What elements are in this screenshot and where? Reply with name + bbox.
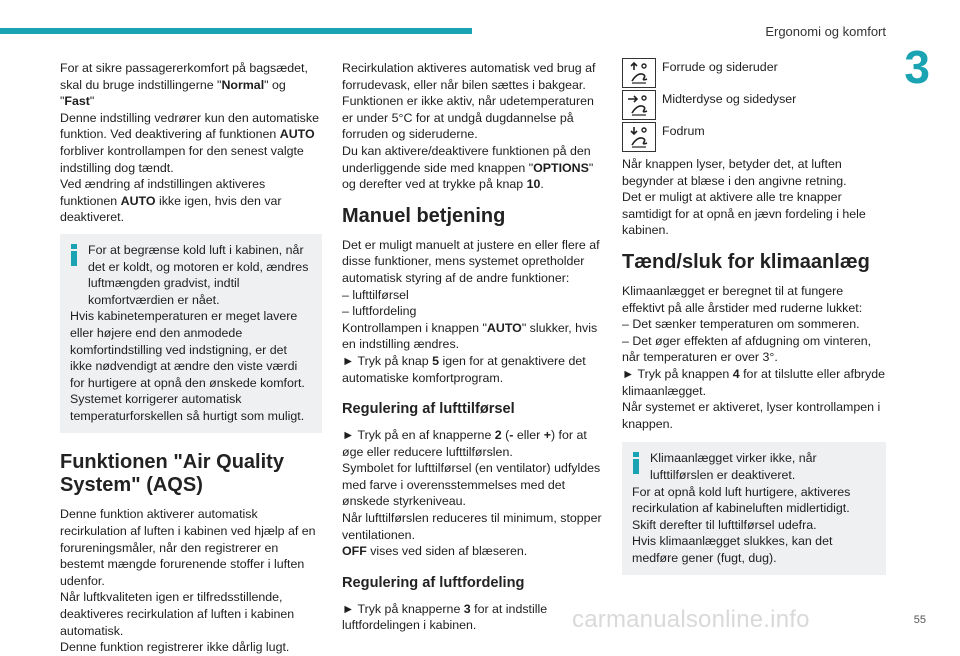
aqs-text: Denne funktion registrerer ikke dårlig lugt.	[60, 640, 290, 655]
manual-heading: Manuel betjening	[342, 204, 506, 227]
distribution-option	[622, 122, 886, 152]
info-text: Klimaanlægget virker ikke, når lufttilførslen er deaktiveret.	[650, 451, 817, 482]
air-supply-text: Når lufttilførslen reduceres til minimum, stopper ventilationen.	[342, 511, 602, 542]
aqs-heading: Funktionen "Air Quality System" (AQS)	[60, 451, 284, 497]
column-middle	[342, 60, 604, 634]
air-distribution-step: ► Tryk på knapperne 3 for at indstille luftfordelingen i kabinen.	[342, 601, 548, 633]
manual-text: Det er muligt manuelt at justere en eller flere af disse funktioner, mens systemet opretholder automatisk styring af de andre funktioner:	[342, 237, 600, 285]
chapter-number: 3	[904, 41, 930, 93]
section-title: Ergonomi og komfort	[765, 24, 886, 39]
distribution-option	[622, 58, 886, 88]
distribution-text: Det er muligt at aktivere alle tre knapper samtidigt for at opnå en jævn fordeling i hele kabinen.	[622, 190, 866, 238]
manual-step: ► Tryk på knap 5 igen for at genaktivere det automatiske komfortprogram.	[342, 353, 586, 385]
aqs-text: Denne funktion aktiverer automatisk recirkulation af luften i kabinen ved hjælp af en forureningsmåler, når den registrerer en bestemt mængde forurenende stoffer i luften udenfor.	[60, 507, 316, 588]
manual-list-item: – luftfordeling	[342, 304, 417, 319]
air-supply-step: ► Tryk på en af knapperne 2 (- eller +) for at øge eller reducere lufttilførslen.	[342, 428, 587, 459]
air-supply-heading: Regulering af lufttilførsel	[342, 401, 515, 418]
manual-auto-text: Kontrollampen i knappen "AUTO" slukker, hvis en indstilling ændres.	[342, 320, 598, 352]
air-distribution-heading: Regulering af luftfordeling	[342, 574, 525, 591]
ac-list-item: – Det sænker temperaturen om sommeren.	[622, 317, 860, 332]
option-label: Midterdyse og sidedyser	[662, 92, 797, 106]
info-box-ac	[622, 442, 886, 575]
info-text: Hvis klimaanlægget slukkes, kan det medføre gener (fugt, dug).	[632, 534, 833, 565]
watermark: carmanualsonline.info	[572, 606, 810, 633]
info-text: Hvis kabinetemperaturen er meget lavere eller højere end den anmodede komfortindstilling ved indstigning, er det ikke nødvendigt at ændre den viste værdi for hurtigere at opnå den ønskede komfort. Systemet korrigerer automatisk temperaturforskellen så hurtigt som muligt.	[70, 309, 305, 423]
windscreen-airflow-icon	[622, 58, 656, 88]
ac-text: Klimaanlægget er beregnet til at fungere effektivt på alle årstider med ruderne lukket:	[622, 283, 863, 315]
ac-heading: Tænd/sluk for klimaanlæg	[622, 250, 870, 273]
info-icon	[71, 244, 77, 266]
distribution-option	[622, 90, 886, 120]
header-accent-bar	[0, 28, 472, 34]
info-text: For at opnå kold luft hurtigere, aktiveres recirkulation af kabineluften midlertidigt. Skift derefter til lufttilførsel udefra.	[632, 484, 851, 532]
ac-text: Når systemet er aktiveret, lyser kontrollampen i knappen.	[622, 400, 881, 431]
info-box-cold-air	[60, 234, 322, 434]
vent-airflow-icon	[622, 90, 656, 120]
air-supply-off-text: OFF vises ved siden af blæseren.	[342, 544, 528, 559]
recirc-text: Recirkulation aktiveres automatisk ved brug af forrudevask, eller når bilen sættes i bakgear.	[342, 61, 596, 92]
recirc-options-text: Du kan aktivere/deaktivere funktionen på den underliggende side med knappen "OPTIONS" og derefter ved at trykke på knap 10.	[342, 143, 594, 192]
air-supply-text: Symbolet for lufttilførsel (en ventilator) udfyldes med farve i overensstemmelses med det ønskede styrkeniveau.	[342, 461, 601, 509]
aqs-text: Når luftkvaliteten igen er tilfredsstillende, deaktiveres recirkulation af luften i kabinen automatisk.	[60, 590, 295, 638]
ac-step: ► Tryk på knappen 4 for at tilslutte eller afbryde klimaanlægget.	[622, 366, 885, 398]
option-label: Fodrum	[662, 124, 705, 138]
info-icon	[633, 452, 639, 474]
distribution-text: Når knappen lyser, betyder det, at luften begynder at blæse i den angivne retning.	[622, 157, 847, 188]
rear-comfort-paragraph: For at sikre passagererkomfort på bagsædet, skal du bruge indstillingerne "Normal" og "Fast" Denne indstilling vedrører kun den automatiske funktion. Ved deaktivering af funktionen AUTO forbliver kontrollampen for den senest valgte indstilling dog tændt. Ved ændring af indstillingen aktiveres funktionen AUTO ikke igen, hvis den var deaktiveret.	[60, 61, 319, 225]
info-text: For at begrænse kold luft i kabinen, når det er koldt, og motoren er kold, ændres luftmængden gradvist, indtil komfortværdien er nået.	[88, 242, 309, 307]
manual-list-item: – lufttilførsel	[342, 287, 409, 302]
ac-list-item: – Det øger effekten af afdugning om vinteren, når temperaturen er over 3°.	[622, 333, 872, 365]
column-left	[60, 60, 322, 656]
option-label: Forrude og sideruder	[662, 60, 778, 74]
recirc-text: Funktionen er ikke aktiv, når udetemperaturen er under 5°C for at undgå dugdannelse på forruden og sideruderne.	[342, 94, 594, 142]
foot-airflow-icon	[622, 122, 656, 152]
page-number: 55	[913, 614, 926, 626]
column-right	[622, 58, 886, 575]
